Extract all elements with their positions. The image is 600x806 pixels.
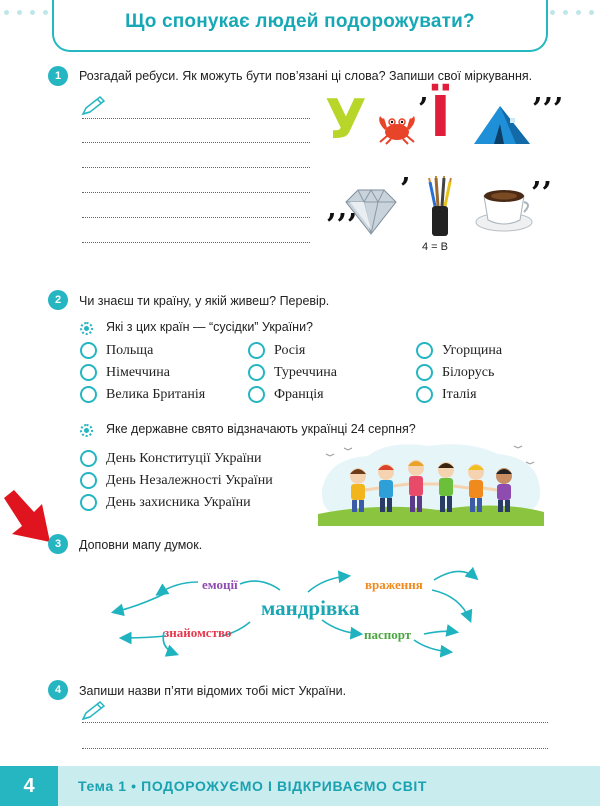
radio-button[interactable] <box>248 364 265 381</box>
option-defender-day[interactable]: День захисника України <box>80 494 251 511</box>
answer-line[interactable] <box>82 242 310 243</box>
option-turkey[interactable]: Туреччина <box>248 364 337 381</box>
decor-dots-right <box>550 10 594 15</box>
option-constitution-day[interactable]: День Конституції України <box>80 450 262 467</box>
mind-map-word-impressions: враження <box>365 577 423 592</box>
option-poland[interactable]: Польща <box>80 342 153 359</box>
decor-dots-left <box>4 10 48 15</box>
option-independence-day[interactable]: День Незалежності України <box>80 472 273 489</box>
question-4-text: Запиши назви п’яти відомих тобі міст України. <box>79 684 347 698</box>
sun-bullet-icon <box>80 322 93 335</box>
question-3-text: Доповни мапу думок. <box>79 538 203 552</box>
question-2-number: 2 <box>48 290 68 310</box>
option-germany[interactable]: Німеччина <box>80 364 170 381</box>
radio-button[interactable] <box>416 342 433 359</box>
option-russia[interactable]: Росія <box>248 342 305 359</box>
answer-line[interactable] <box>82 118 310 119</box>
red-arrow-pointer <box>0 488 54 546</box>
radio-button[interactable] <box>80 364 97 381</box>
crab-image <box>372 108 422 146</box>
option-hungary[interactable]: Угорщина <box>416 342 502 359</box>
question-1-text: Розгадай ребуси. Як можуть бути пов’язані ці слова? Запиши свої міркування. <box>79 69 533 83</box>
question-1-number: 1 <box>48 66 68 86</box>
answer-line[interactable] <box>82 192 310 193</box>
page-footer <box>0 766 600 806</box>
radio-button[interactable] <box>80 386 97 403</box>
answer-line[interactable] <box>82 167 310 168</box>
page-header <box>0 0 600 56</box>
wires-image <box>420 176 460 238</box>
rebus-comma: ’ <box>400 172 411 207</box>
title-frame <box>52 0 548 52</box>
option-france[interactable]: Франція <box>248 386 324 403</box>
question-3-number: 3 <box>48 534 68 554</box>
rebus-letter-i: Ї <box>430 85 451 150</box>
answer-line[interactable] <box>82 722 548 723</box>
radio-button[interactable] <box>248 386 265 403</box>
subquestion-holiday-text: Яке державне свято відзначають українці 24 серпня? <box>106 422 416 436</box>
rebus-letter-u: У <box>325 88 367 151</box>
radio-button[interactable] <box>416 386 433 403</box>
mind-map-word-acquaintance: знайомство <box>164 625 232 640</box>
rebus-comma: ’’ <box>531 176 552 211</box>
mind-map-word-emotions: емоції <box>202 577 238 592</box>
footer-topic: Тема 1 • ПОДОРОЖУЄМО І ВІДКРИВАЄМО СВІТ <box>78 778 428 794</box>
radio-button[interactable] <box>248 342 265 359</box>
radio-button[interactable] <box>80 342 97 359</box>
page-title: Що спонукає людей подорожувати? <box>125 11 475 32</box>
page-number: 4 <box>0 766 58 806</box>
pencil-icon <box>80 700 106 722</box>
option-italy[interactable]: Італія <box>416 386 477 403</box>
option-belarus[interactable]: Білорусь <box>416 364 494 381</box>
pencil-icon <box>80 95 106 117</box>
sun-bullet-icon <box>80 424 93 437</box>
radio-button[interactable] <box>80 494 97 511</box>
mind-map-word-passport: паспорт <box>364 627 412 642</box>
children-illustration <box>318 440 544 526</box>
option-great-britain[interactable]: Велика Британія <box>80 386 205 403</box>
answer-line[interactable] <box>82 142 310 143</box>
rebus-comma: ’’’ <box>326 208 358 243</box>
mind-map-center-word: мандрівка <box>261 596 360 620</box>
rebus-caption: 4 = В <box>422 241 448 253</box>
coffee-cup-image <box>474 182 536 234</box>
rebus-comma: ’ <box>418 92 429 127</box>
answer-line[interactable] <box>82 217 310 218</box>
diamond-image <box>338 186 404 238</box>
subquestion-neighbors-text: Які з цих країн — “сусідки” України? <box>106 320 314 334</box>
rebus-comma: ’’’ <box>532 92 564 127</box>
radio-button[interactable] <box>80 450 97 467</box>
answer-line[interactable] <box>82 748 548 749</box>
tent-image <box>470 100 536 150</box>
question-4-number: 4 <box>48 680 68 700</box>
question-2-text: Чи знаєш ти країну, у якій живеш? Перевір. <box>79 294 330 308</box>
radio-button[interactable] <box>416 364 433 381</box>
radio-button[interactable] <box>80 472 97 489</box>
